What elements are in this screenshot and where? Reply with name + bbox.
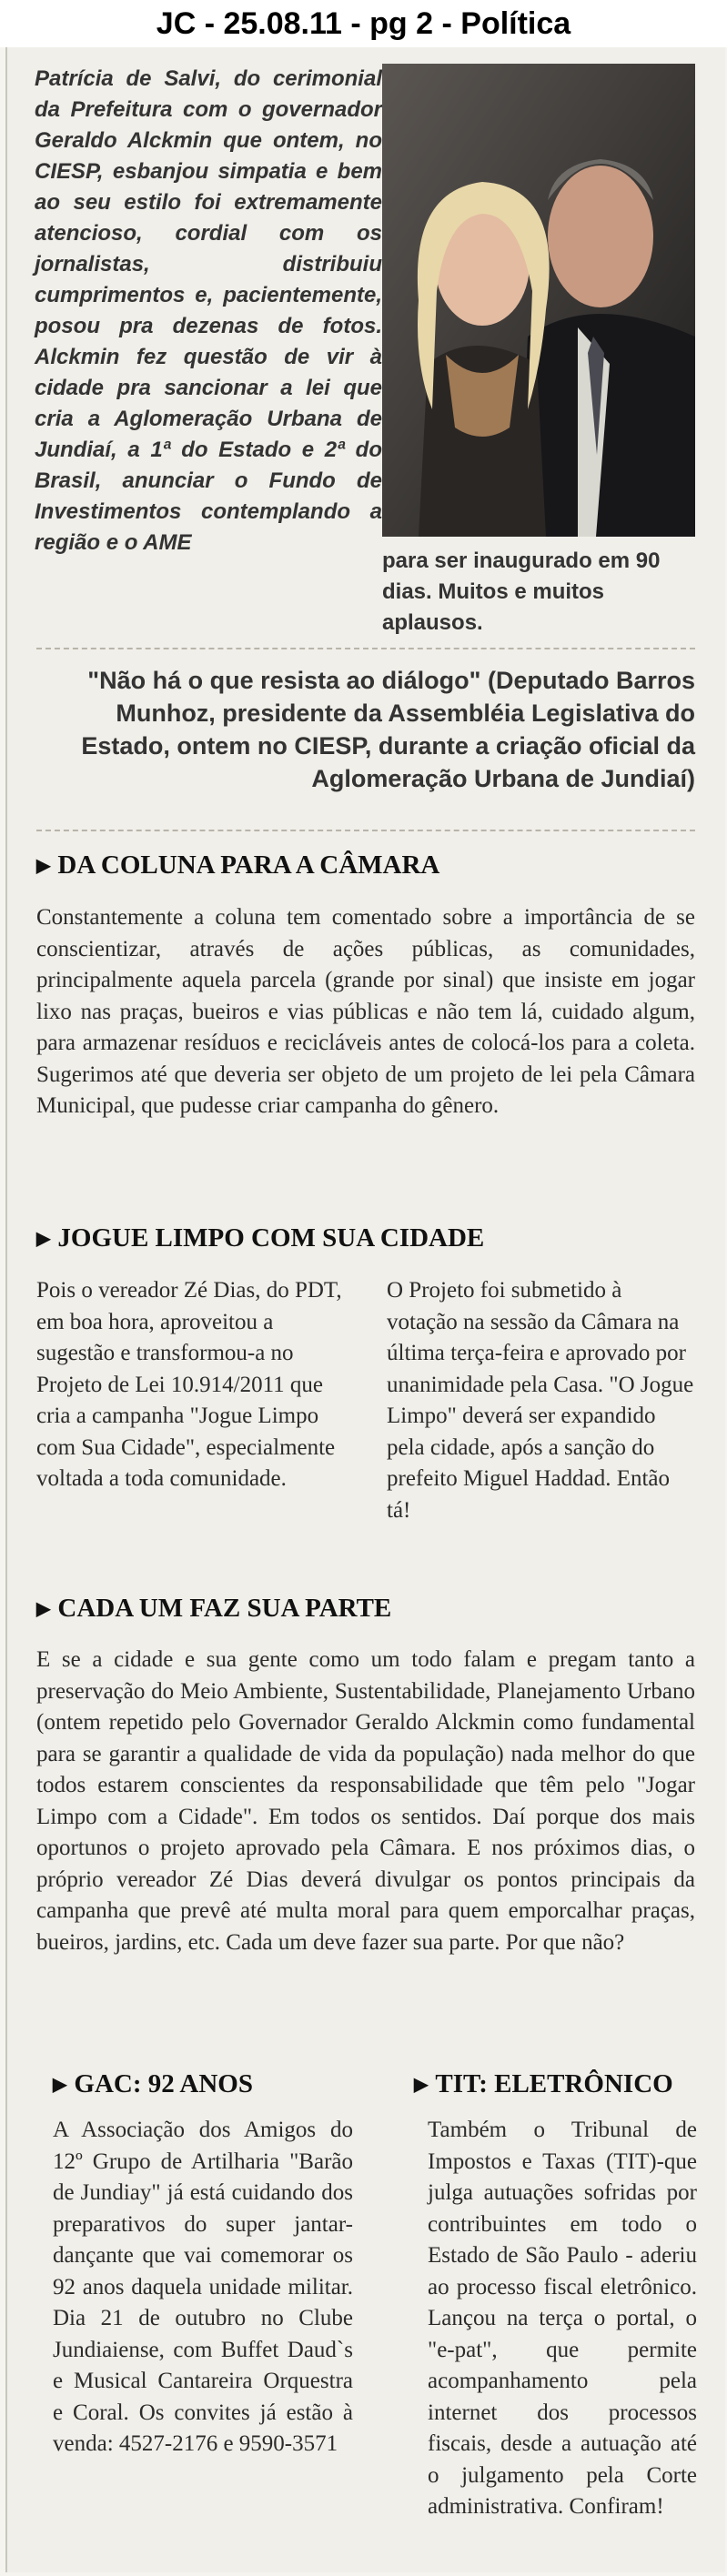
section-body-coluna xyxy=(36,902,695,1122)
section-title-text: TIT: ELETRÔNICO xyxy=(435,2069,673,2098)
intro-continuation-text: para ser inaugurado em 90 dias. Muitos e muitos aplausos. xyxy=(382,548,661,635)
governor-photo xyxy=(382,64,695,537)
section-title-text: DA COLUNA PARA A CÂMARA xyxy=(57,850,440,880)
section-body-gac xyxy=(53,2115,353,2460)
section-body-tit xyxy=(428,2115,697,2523)
photo-icon xyxy=(382,64,695,537)
divider xyxy=(36,830,695,831)
section-body-text: Constantemente a coluna tem comentado sobre a importância de se conscientizar, através de ações públicas, as comunidades, principalmente aquela parcela (grande por sinal) que insiste em jogar lixo nas praças, bueiros e vias públicas e não tem lá, cuidado algum, para armazenar resíduos e recicláveis antes de colocá-los para a coleta. Sugerimos até que deveria ser objeto de um projeto de lei pela Câmara Municipal, que pudesse criar campanha do gênero. xyxy=(36,905,695,1118)
pull-quote xyxy=(55,664,695,795)
section-title-coluna xyxy=(36,850,439,880)
section-body-text: A Associação dos Amigos do 12º Grupo de Artilharia "Barão de Jundiay" já está cuidando dos preparativos do super jantar-dançante que vai comemorar os 92 anos daquela unidade militar. Dia 21 de outubro no Clube Jundiaiense, com Buffet Daud`s e Musical Cantareira Orquestra e Coral. Os convites já estão à venda: 4527-2176 e 9590-3571 xyxy=(53,2118,353,2456)
triangle-bullet-icon: ▶ xyxy=(53,2075,67,2095)
section-body-text: Pois o vereador Zé Dias, do PDT, em boa hora, aproveitou a sugestão e transformou-a no Projeto de Lei 10.914/2011 que cria a campanha "Jogue Limpo com Sua Cidade", especialmente voltada a toda comunidade. xyxy=(36,1278,342,1491)
section-body-jogue-right xyxy=(387,1275,696,1526)
section-title-gac xyxy=(53,2069,253,2099)
section-body-text: O Projeto foi submetido à votação na sessão da Câmara na última terça-feira e aprovado por unanimidade pela Casa. "O Jogue Limpo" deverá ser expandido pela cidade, após a sanção do prefeito Miguel Haddad. Então tá! xyxy=(387,1278,694,1523)
intro-text: Patrícia de Salvi, do cerimonial da Prefeitura com o governador Geraldo Alckmin que ontem, no CIESP, esbanjou simpatia e bem ao seu estilo foi extremamente atencioso, cordial com os jornalistas, distribuiu cumprimentos e, pacientemente, posou pra dezenas de fotos. Alckmin fez questão de vir à cidade pra sancionar a lei que cria a Aglomeração Urbana de Jundiaí, a 1ª do Estado e 2ª do Brasil, anunciar o Fundo de Investimentos contemplando a região e o AME xyxy=(35,66,382,555)
section-title-cada xyxy=(36,1594,391,1624)
section-body-text: Também o Tribunal de Impostos e Taxas (TIT)-que julga autuações sofridas por contribuintes em todo o Estado de São Paulo - aderiu ao processo fiscal eletrônico. Lançou na terça o portal, o "e-pat", que permite acompanhamento pela internet dos processos fiscais, desde a autuação até o julgamento pela Corte administrativa. Confiram! xyxy=(428,2118,697,2519)
section-title-jogue xyxy=(36,1223,484,1253)
triangle-bullet-icon: ▶ xyxy=(36,1599,51,1619)
section-body-cada xyxy=(36,1645,695,1958)
page-header xyxy=(0,0,727,47)
header-title: JC - 25.08.11 - pg 2 - Política xyxy=(156,6,571,41)
section-title-text: CADA UM FAZ SUA PARTE xyxy=(57,1594,392,1623)
intro-continuation xyxy=(382,546,695,639)
section-title-text: JOGUE LIMPO COM SUA CIDADE xyxy=(57,1223,485,1253)
section-title-text: GAC: 92 ANOS xyxy=(74,2069,253,2098)
section-body-jogue-left xyxy=(36,1275,353,1495)
section-title-tit xyxy=(414,2069,673,2099)
quote-text: "Não há o que resista ao diálogo" (Deputado Barros Munhoz, presidente da Assembléia Legislativa do Estado, ontem no CIESP, durante a criação oficial da Aglomeração Urbana de Jundiaí) xyxy=(81,667,695,792)
triangle-bullet-icon: ▶ xyxy=(414,2075,429,2095)
section-body-text: E se a cidade e sua gente como um todo falam e pregam tanto a preservação do Meio Ambiente, Sustentabilidade, Planejamento Urbano (ontem repetido pelo Governador Geraldo Alckmin como fundamental para se garantir a qualidade de vida da população) nada melhor do que todos estarem conscientes da responsabilidade que têm pelo "Jogar Limpo com a Cidade". Em todos os sentidos. Daí porque dos mais oportunos o projeto aprovado pela Câmara. E nos próximos dias, o próprio vereador Zé Dias deverá divulgar os pontos principais da campanha que prevê até multa moral para quem emporcalhar praças, bueiros, jardins, etc. Cada um deve fazer sua parte. Por que não? xyxy=(36,1647,695,1955)
triangle-bullet-icon: ▶ xyxy=(36,1229,51,1249)
triangle-bullet-icon: ▶ xyxy=(36,856,51,876)
divider xyxy=(36,648,695,649)
intro-column xyxy=(35,64,382,558)
